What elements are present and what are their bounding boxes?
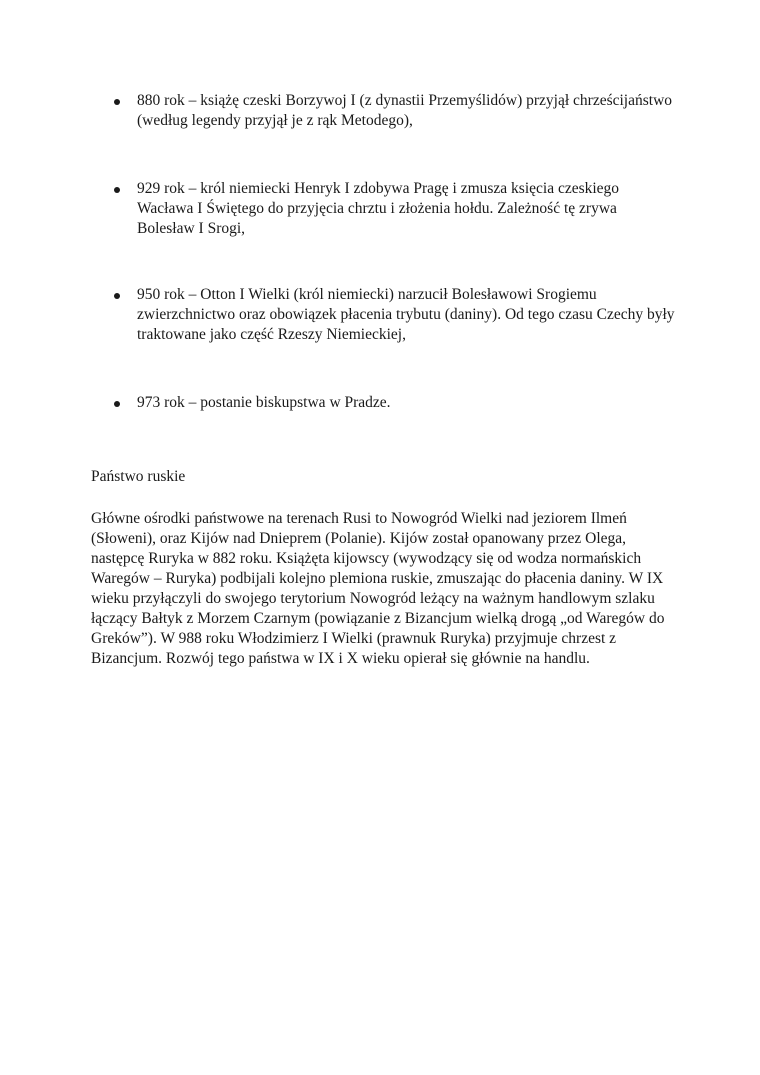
bullet-text: 973 rok – postanie biskupstwa w Pradze.: [137, 394, 391, 411]
bullet-text: 950 rok – Otton I Wielki (król niemiecki) narzucił Bolesławowi Srogiemu zwierzchnictwo oraz obowiązek płacenia trybutu (daniny). Od tego czasu Czechy były traktowane jako część Rzeszy Niemieckiej,: [137, 286, 675, 343]
bullet-icon: [114, 293, 120, 299]
section-heading: Państwo ruskie: [91, 468, 186, 485]
bullet-text: 929 rok – król niemiecki Henryk I zdobywa Pragę i zmusza księcia czeskiego Wacława I Świętego do przyjęcia chrztu i złożenia hołdu. Zależność tę zrywa Bolesław I Srogi,: [137, 180, 620, 237]
bullet-icon: [114, 187, 120, 193]
bullet-icon: [114, 99, 120, 105]
bullet-text: 880 rok – książę czeski Borzywoj I (z dynastii Przemyślidów) przyjął chrześcijaństwo (według legendy przyjął je z rąk Metodego),: [137, 92, 673, 129]
section-paragraph: Główne ośrodki państwowe na terenach Rusi to Nowogród Wielki nad jeziorem Ilmeń (Słoweni), oraz Kijów nad Dnieprem (Polanie). Kijów został opanowany przez Olega, następcę Ruryka w 882 roku. Książęta kijowscy (wywodzący się od wodza normańskich Waregów – Ruryka) podbijali kolejno plemiona ruskie, zmuszając do płacenia daniny. W IX wieku przyłączyli do swojego terytorium Nowogród leżący na ważnym handlowym szlaku łączący Bałtyk z Morzem Czarnym (powiązanie z Bizancjum wielką drogą „od Waregów do Greków”). W 988 roku Włodzimierz I Wielki (prawnuk Ruryka) przyjmuje chrzest z Bizancjum. Rozwój tego państwa w IX i X wieku opierał się głównie na handlu.: [91, 510, 665, 667]
bullet-icon: [114, 401, 120, 407]
